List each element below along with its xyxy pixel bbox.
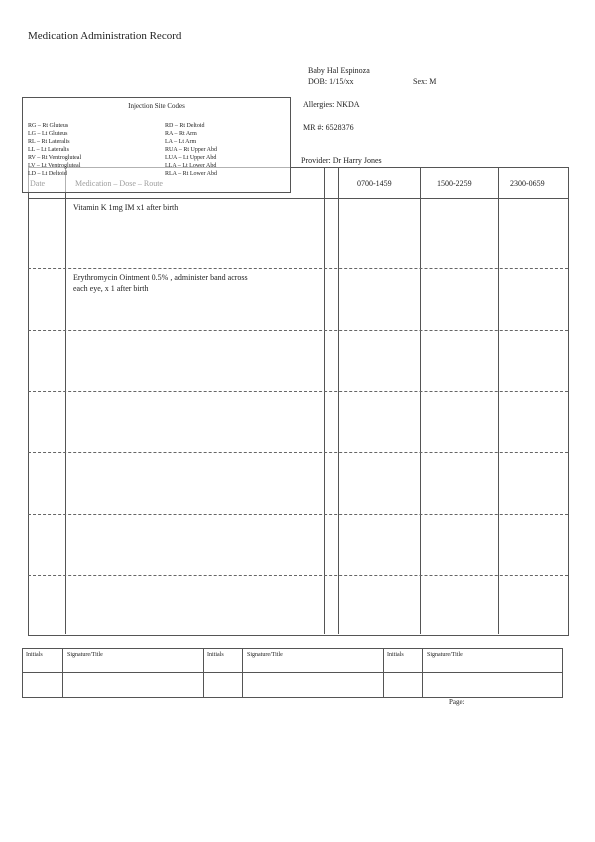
col-shift-2: 1500-2259 bbox=[437, 179, 472, 188]
sig-initials-3: Initials bbox=[387, 652, 404, 658]
patient-mr: MR #: 6528376 bbox=[303, 123, 354, 132]
med-erythromycin-line1: Erythromycin Ointment 0.5% , administer band across bbox=[73, 273, 248, 282]
sig-initials-2: Initials bbox=[207, 652, 224, 658]
injection-codes-right: RD – Rt Deltoid RA – Rt Arm LA – Lt Arm RUA – Rt Upper Abd LUA – Lt Upper Abd LLA – Lt Lower Abd RLA – Rt Lower Abd bbox=[165, 123, 218, 177]
injection-codes-left: RG – Rt Gluteus LG – Lt Gluteus RL – Rt Lateralis LL – Lt Lateralis RV – Rt Ventrogluteal LV – Lt Ventrogluteal LD – Lt Deltoid bbox=[28, 123, 82, 177]
sig-initials-1: Initials bbox=[26, 652, 43, 658]
sig-title-1: Signature/Title bbox=[67, 652, 103, 658]
med-erythromycin-line2: each eye, x 1 after birth bbox=[73, 284, 149, 293]
signature-table bbox=[22, 648, 563, 698]
page-title: Medication Administration Record bbox=[28, 30, 182, 42]
col-shift-1: 0700-1459 bbox=[357, 179, 392, 188]
sig-title-2: Signature/Title bbox=[247, 652, 283, 658]
mar-table bbox=[28, 167, 569, 636]
med-vitamin-k: Vitamin K 1mg IM x1 after birth bbox=[73, 203, 179, 212]
patient-sex: Sex: M bbox=[413, 77, 437, 86]
injection-codes-title: Injection Site Codes bbox=[128, 102, 185, 110]
page-label: Page: bbox=[449, 698, 465, 706]
patient-provider: Provider: Dr Harry Jones bbox=[301, 156, 382, 165]
sig-title-3: Signature/Title bbox=[427, 652, 463, 658]
patient-name: Baby Hal Espinoza bbox=[308, 66, 370, 75]
injection-site-codes bbox=[22, 97, 291, 193]
patient-dob: DOB: 1/15/xx bbox=[308, 77, 354, 86]
patient-allergies: Allergies: NKDA bbox=[303, 100, 360, 109]
col-shift-3: 2300-0659 bbox=[510, 179, 545, 188]
